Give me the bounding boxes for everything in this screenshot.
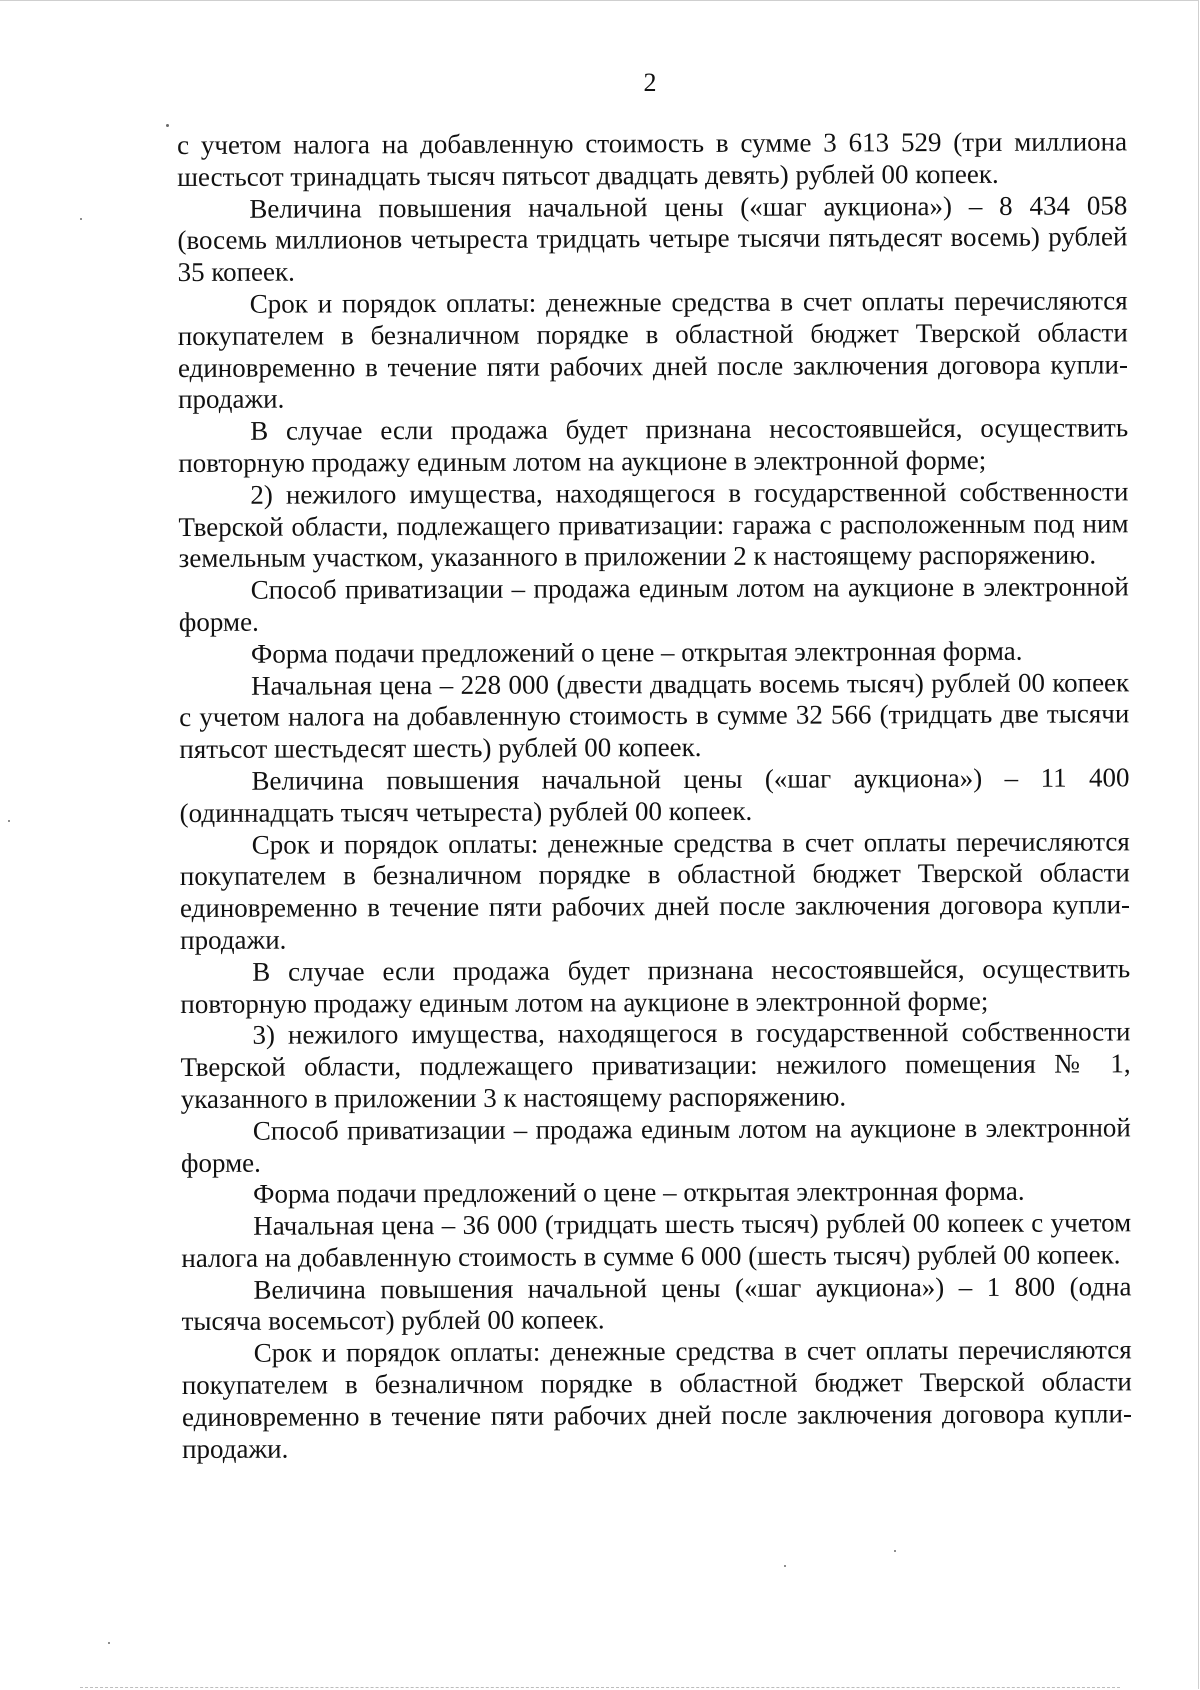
paragraph-item-2-garage: 2) нежилого имущества, находящегося в государственной собственности Тверской области, подлежащего приватизации: гаража с расположенным под ним земельным участком, указанного в приложении 2 к настоящему распоряжению. [178,476,1129,574]
paragraph-bid-form-lot2: Форма подачи предложений о цене – открытая электронная форма. [250,635,1023,669]
scan-speck [8,820,10,822]
paragraph-item-3-premises: 3) нежилого имущества, находящегося в государственной собственности Тверской области, подлежащего приватизации: нежилого помещения № 1, указанного в приложении 3 к настоящему распоряжению. [180,1016,1131,1114]
page-number: 2 [643,68,657,97]
scan-speck [166,124,169,127]
scan-speck [80,218,82,220]
document-body [177,126,1132,1465]
paragraph-initial-price-lot2: Начальная цена – 228 000 (двести двадцать восемь тысяч) рублей 00 копеек с учетом налога на добавленную стоимость в сумме 32 566 (тридцать две тысячи пятьсот шестьдесят шесть) рублей 00 копеек. [179,666,1130,765]
paragraph-repeat-sale-lot1: В случае если продажа будет признана несостоявшейся, осуществить повторную продажу единым лотом на аукционе в электронной форме; [178,412,1129,478]
paragraph-repeat-sale-lot2: В случае если продажа будет признана несостоявшейся, осуществить повторную продажу единым лотом на аукционе в электронной форме; [180,953,1131,1019]
scan-edge-line [80,1687,1120,1688]
paragraph-initial-price-lot3: Начальная цена – 36 000 (тридцать шесть тысяч) рублей 00 копеек с учетом налога на добавленную стоимость в сумме 6 000 (шесть тысяч) рублей 00 копеек. [181,1207,1132,1273]
paragraph-vat-amount-lot1: с учетом налога на добавленную стоимость в сумме 3 613 529 (три миллиона шестьсот тринадцать тысяч пятьсот двадцать девять) рублей 00 копеек. [177,126,1128,192]
scan-speck [108,1642,110,1644]
paragraph-bid-form-lot3: Форма подачи предложений о цене – открытая электронная форма. [253,1176,1025,1210]
paragraph-payment-terms-lot2: Срок и порядок оплаты: денежные средства в счет оплаты перечисляются покупателем в безналичном порядке в областной бюджет Тверской области единовременно в течение пяти рабочих дней после заключения договора купли-продажи. [179,825,1131,955]
paragraph-auction-step-lot1: Величина повышения начальной цены («шаг аукциона») – 8 434 058 (восемь миллионов четыреста тридцать четыре тысячи пятьдесят восемь) рублей 35 копеек. [177,189,1128,288]
paragraph-payment-terms-lot1: Срок и порядок оплаты: денежные средства в счет оплаты перечисляются покупателем в безналичном порядке в областной бюджет Тверской области единовременно в течение пяти рабочих дней после заключения договора купли-продажи. [177,285,1128,415]
paragraph-payment-terms-lot3: Срок и порядок оплаты: денежные средства в счет оплаты перечисляются покупателем в безналичном порядке в областной бюджет Тверской области единовременно в течение пяти рабочих дней после заключения договора купли-продажи. [181,1334,1132,1464]
scan-speck [894,1550,896,1552]
paragraph-auction-step-lot3: Величина повышения начальной цены («шаг аукциона») – 1 800 (одна тысяча восемьсот) рублей 00 копеек. [181,1271,1132,1337]
paragraph-privatization-method-lot2: Способ приватизации – продажа единым лотом на аукционе в электронной форме. [178,571,1129,637]
paragraph-privatization-method-lot3: Способ приватизации – продажа единым лотом на аукционе в электронной форме. [180,1112,1131,1178]
scan-speck [784,1565,786,1567]
paragraph-auction-step-lot2: Величина повышения начальной цены («шаг аукциона») – 11 400 (одиннадцать тысяч четыреста) рублей 00 копеек. [179,762,1130,828]
